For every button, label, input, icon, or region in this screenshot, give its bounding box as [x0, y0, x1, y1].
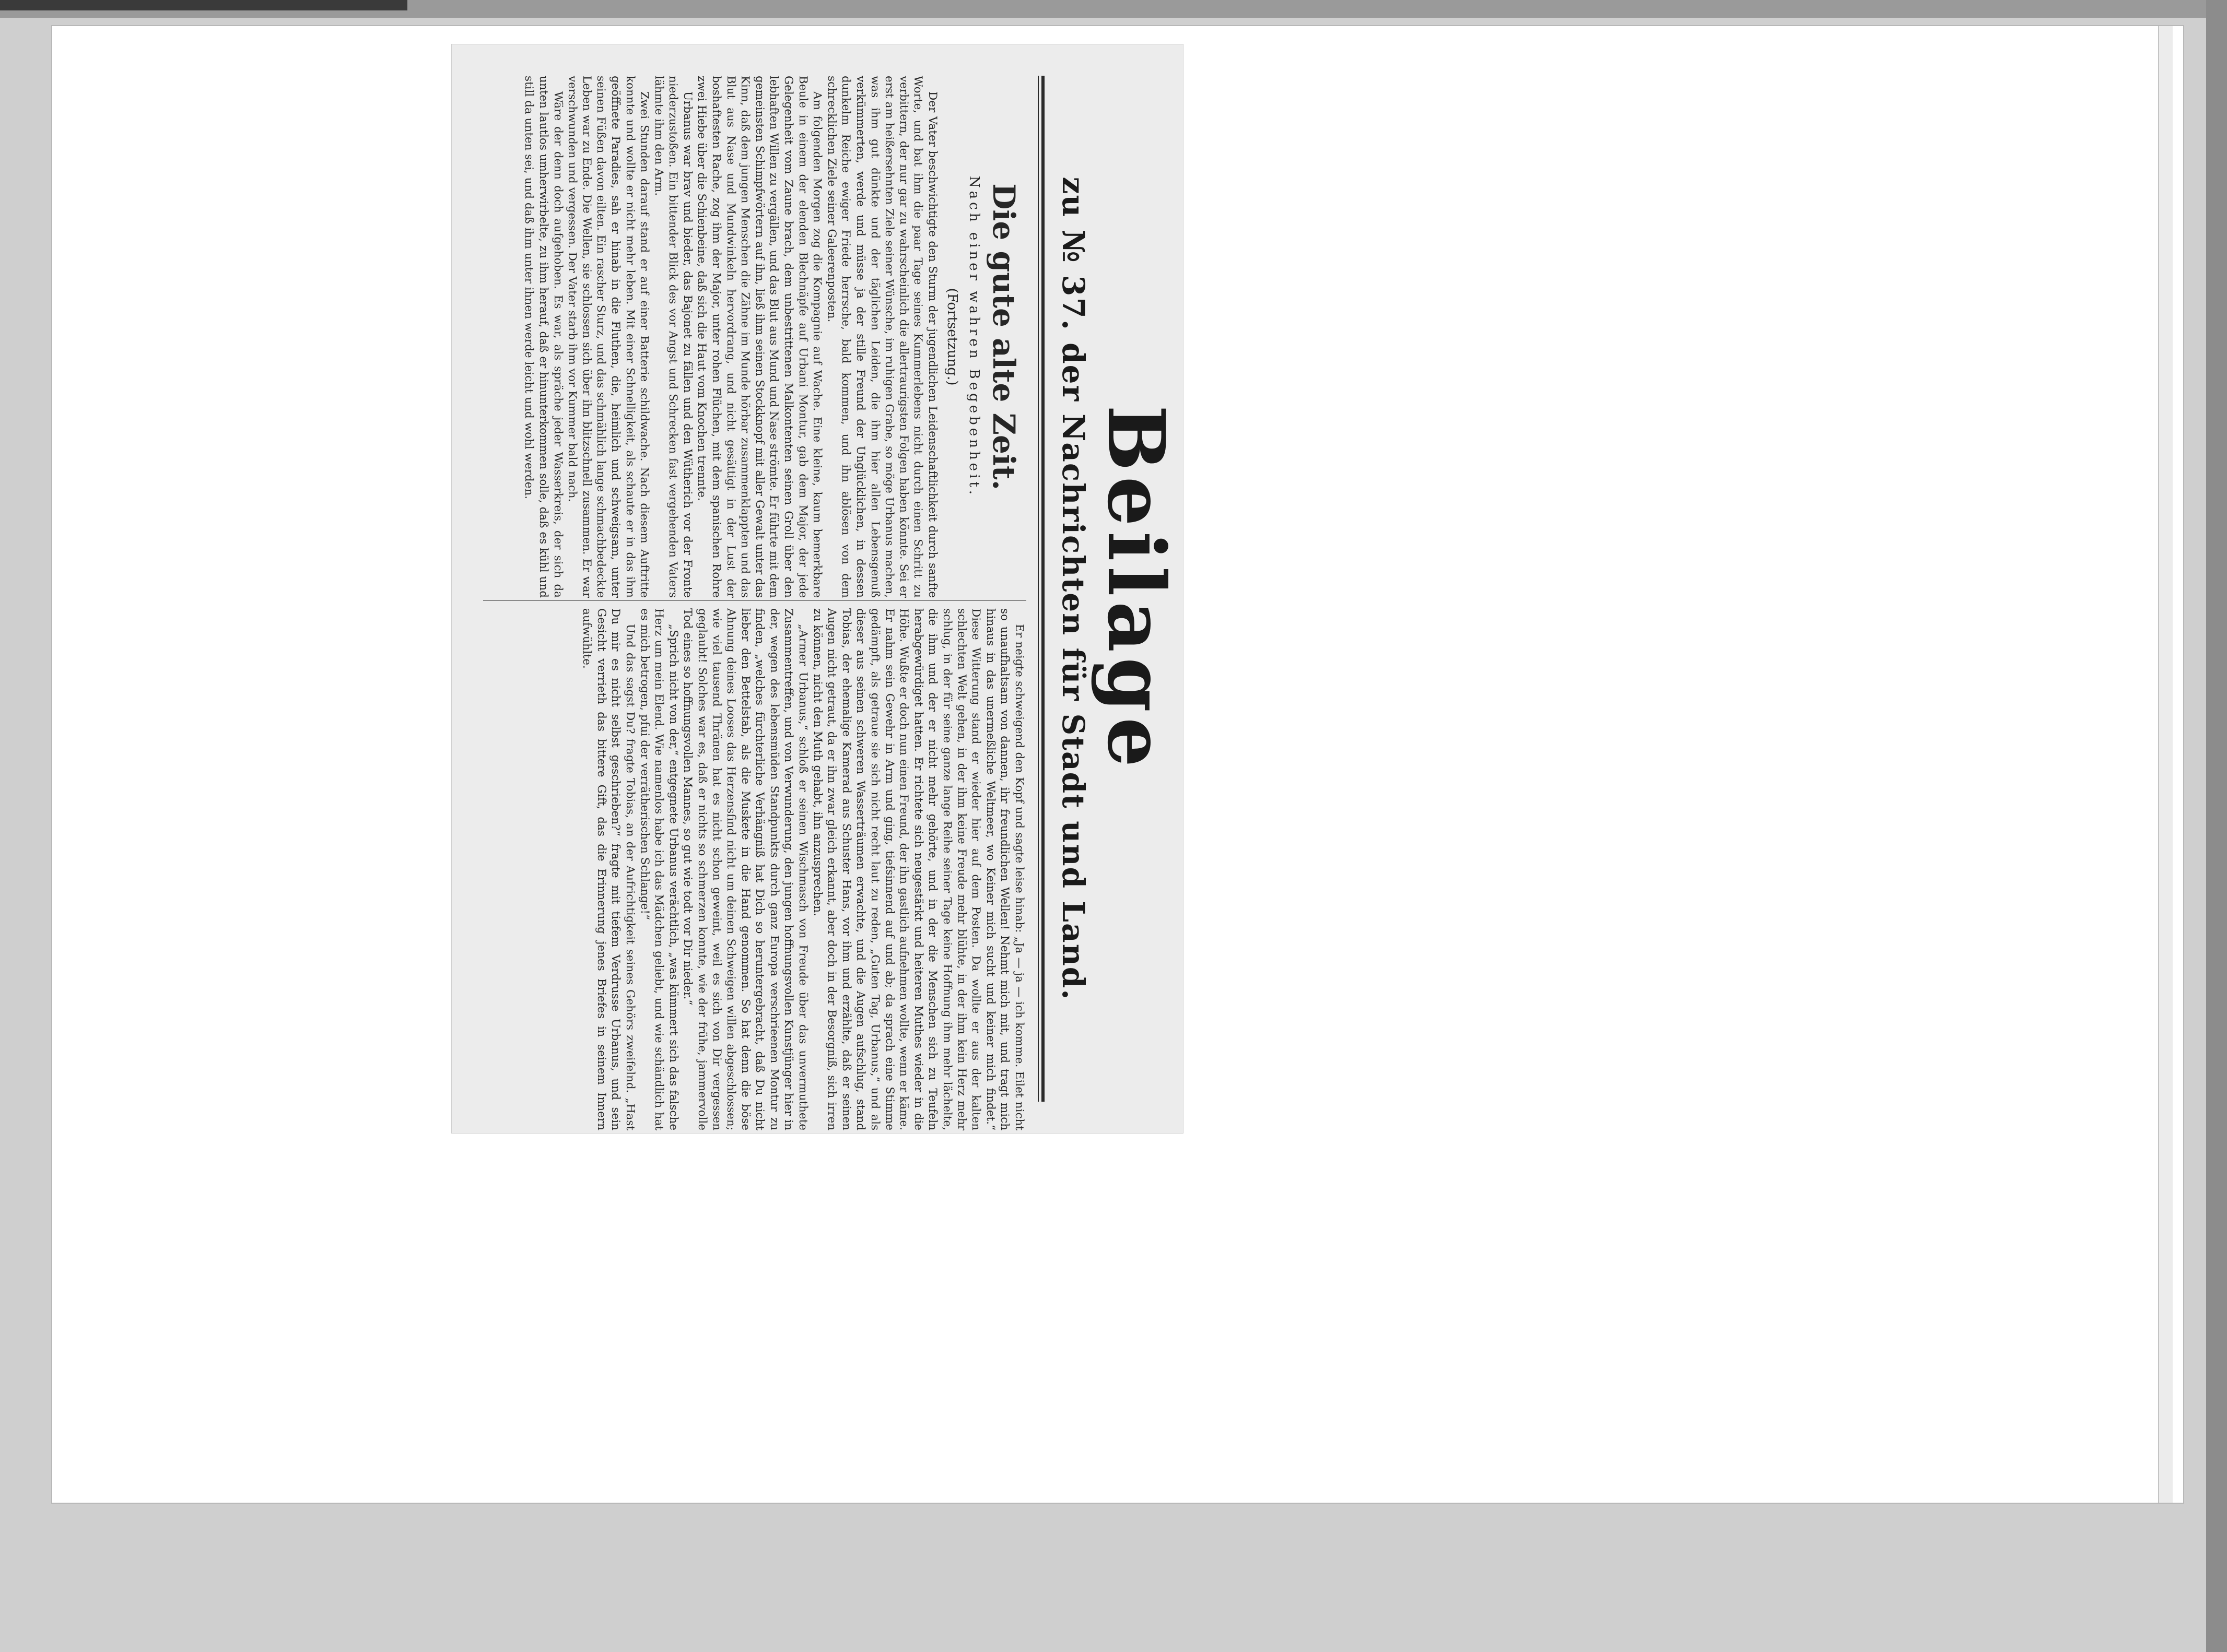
paragraph: Er neigte schweigend den Kopf und sagte leise hinab: „Ja — ja — ich komme. Eilet nicht so unaufhaltsam von dannen, ihr freundlichen Wellen! Nehmt mich mit, und tragt mich hinaus in das unermeßliche Weltmeer, wo Keiner mich sucht und keiner mich findet.“ Diese Witterung stand er wieder hier auf dem Posten. Da wollte er aus der kalten schlechten Welt gehen, in der ihm keine Freude mehr blühte, in der ihm kein Herz mehr schlug, in der für seine ganze lange Reihe seiner Tage keine Hoffnung ihm mehr lächelte, die ihm und der er nicht mehr gehörte, und in der die Menschen sich zu Teufeln herabgewürdiget hatten. Er richtete sich neugestärkt und heiteren Muthes wieder in die Höhe. Wußte er doch nun einen Freund, der ihn gastlich aufnehmen wollte, wenn er käme. Er nahm sein Gewehr in Arm und ging, tiefsinnend auf und ab; da sprach eine Stimme gedämpft, als getraue sie sich nicht recht laut zu reden, „Guten Tag, Urbanus,“ und als dieser aus seinen schweren Wasserträumen erwachte, und die Augen aufschlug, stand Tobias, der ehemalige Kamerad aus Schuster Hans, vor ihm und erzählte, daß er seinen Augen nicht getraut, da er ihn zwar gleich erkannt, aber doch in der Besorgniß, sich irren zu können, nicht den Muth gehabt, ihn anzusprechen.	[811, 608, 1026, 1130]
paragraph: Der Vater beschwichtigte den Sturm der jugendlichen Leidenschaftlichkeit durch sanfte Worte, und bat ihm die paar Tage seines Kummerlebens nicht durch einen Schritt zu verbittern, der nur gar zu wahrscheinlich die allertraurigsten Folgen haben könnte. Sei er erst am heißersehnten Ziele seiner Wünsche, im ruhigen Grabe, so möge Urbanus machen, was ihm gut dünkte und der täglichen Leiden, die ihm hier allen Lebensgenuß verkümmerten, werde und müsse ja der stille Freund der Unglücklichen, in dessen dunkelm Reiche ewiger Friede herrsche, bald kommen, und ihn ablösen von dem schrecklichen Ziele seiner Galeerenposten.	[825, 76, 939, 598]
column-left	[457, 76, 1026, 598]
article-title: Die gute alte Zeit.	[986, 183, 1022, 490]
article-kicker: Nach einer wahren Begebenheit.	[966, 175, 982, 498]
top-scan-edge-dark	[0, 0, 407, 10]
paragraph: „Armer Urbanus,“ schloß er seinen Wischmasch von Freude über das unvermuthete Zusammentreffen, und von Verwunderung, den jungen hoffnungsvollen Kunstjünger hier in der, wegen des lebensmüden Standpunkts durch ganz Europa verschrieenen Montur zu finden, „welches fürchterliche Verhängniß hat Dich so heruntergebracht, daß Du nicht lieber den Bettelstab, als die Muskete in die Hand genommen. So hat denn die böse Ahnung deines Looses das Herzensfind nicht um deinen Schweigen willen abgeschlossen; wie viel tausend Thränen hat es nicht schon geweint, weil es sich von Dir vergessen geglaubt! Solches war es, daß er nichts so schmerzen konnte, wie der frühe, jammervolle Tod eines so hoffnungsvollen Mannes, so gut wie todt vor Dir nieder.“	[681, 608, 810, 1130]
column-divider	[483, 600, 1026, 601]
masthead-rule-thin	[1038, 76, 1039, 1102]
paragraph: Wäre der denn doch aufgehoben. Es war, als spräche jeder Wasserkreis, der sich da unten lautlos umherwirbelte, zu ihm herauf, daß er hinunterkommen solle, daß es kühl und still da unten sei, und daß ihm unter ihnen werde leicht und wohl werden.	[522, 76, 565, 598]
article-continued-note: (Fortsetzung.)	[944, 288, 960, 386]
masthead-title: Beilage	[1090, 405, 1182, 773]
paragraph: Zwei Stunden darauf stand er auf einer Batterie schildwache. Nach diesem Auftritte konnte und wollte er nicht mehr leben. Mit einer Schnelligkeit, als schaute er in das ihm geöffnete Paradies, sah er hinab in die Fluthen, die, heimlich und schweigsam, unter seinen Füßen davon eilten. Ein rascher Sturz, und das schmählich lange schmachbedeckte Leben war zu Ende. Die Wellen, sie schlossen sich über ihn blitzschnell zusammen. Er war verschwunden und vergessen. Der Vater starb ihm vor Kummer bald nach.	[566, 76, 651, 598]
newspaper-clipping	[451, 44, 1183, 1134]
paragraph: „Sprich nicht von der,“ entgegnete Urbanus verächtlich, „was kümmert sich das falsche Herz um mein Elend. Wie namenlos habe ich das Mädchen geliebt, und wie schändlich hat es mich betrogen, pfui der verrätherischen Schlange!“	[638, 608, 680, 1130]
paragraph: Und das sagst Du? fragte Tobias, an der Aufrichtigkeit seines Gehörs zweifelnd. „Hast Du mir es nicht selbst geschrieben?“ fragte mit tiefem Verdrusse Urbanus, und sein Gesicht verrieth das bittere Gift, das die Erinnerung jenes Briefes in seinem Innern aufwühlte.	[580, 608, 637, 1130]
card-edge	[2158, 26, 2173, 1503]
rotated-page-content	[452, 44, 1183, 1133]
right-scan-edge	[2206, 0, 2227, 1652]
paragraph: Urbanus war brav und bieder, das Bajonet zu fällen und den Wütherich vor der Fronte niederzustoßen. Ein bittender Blick des vor Angst und Schrecken fast vergehenden Vaters lähmte ihm den Arm.	[652, 76, 694, 598]
mount-card	[52, 26, 2183, 1503]
column-right	[457, 608, 1026, 1130]
paragraph: Am folgenden Morgen zog die Kompagnie auf Wache. Eine kleine, kaum bemerkbare Beule in einem der elenden Blechnäpfe auf Urbani Montur, gab dem Major, der jede Gelegenheit vom Zaune brach, dem unbestrittenen Malkontenten seinen Groll über den lebhaften Willen zu vergällen, und das Blut aus Mund und Nase strömte. Er führte mit dem gemeinsten Schimpfwörtern auf ihn, ließ ihm seinen Stockknopf mit aller Gewalt unter das Kinn, daß dem jungen Menschen die Zähne im Munde hörbar zusammenklappten und das Blut aus Nase und Mundwinkeln hervordrang, und nicht gesättigt in der Lust der boshaftesten Rache, zog ihm der Major, unter rohen Flüchen, mit dem spanischen Rohre zwei Hiebe über die Schienbeine, daß sich die Haut vom Knochen trennte.	[695, 76, 824, 598]
masthead-rule	[1041, 76, 1045, 1102]
top-scan-edge	[0, 0, 2227, 18]
masthead-subtitle: zu № 37. der Nachrichten für Stadt und Land.	[1056, 176, 1091, 1001]
